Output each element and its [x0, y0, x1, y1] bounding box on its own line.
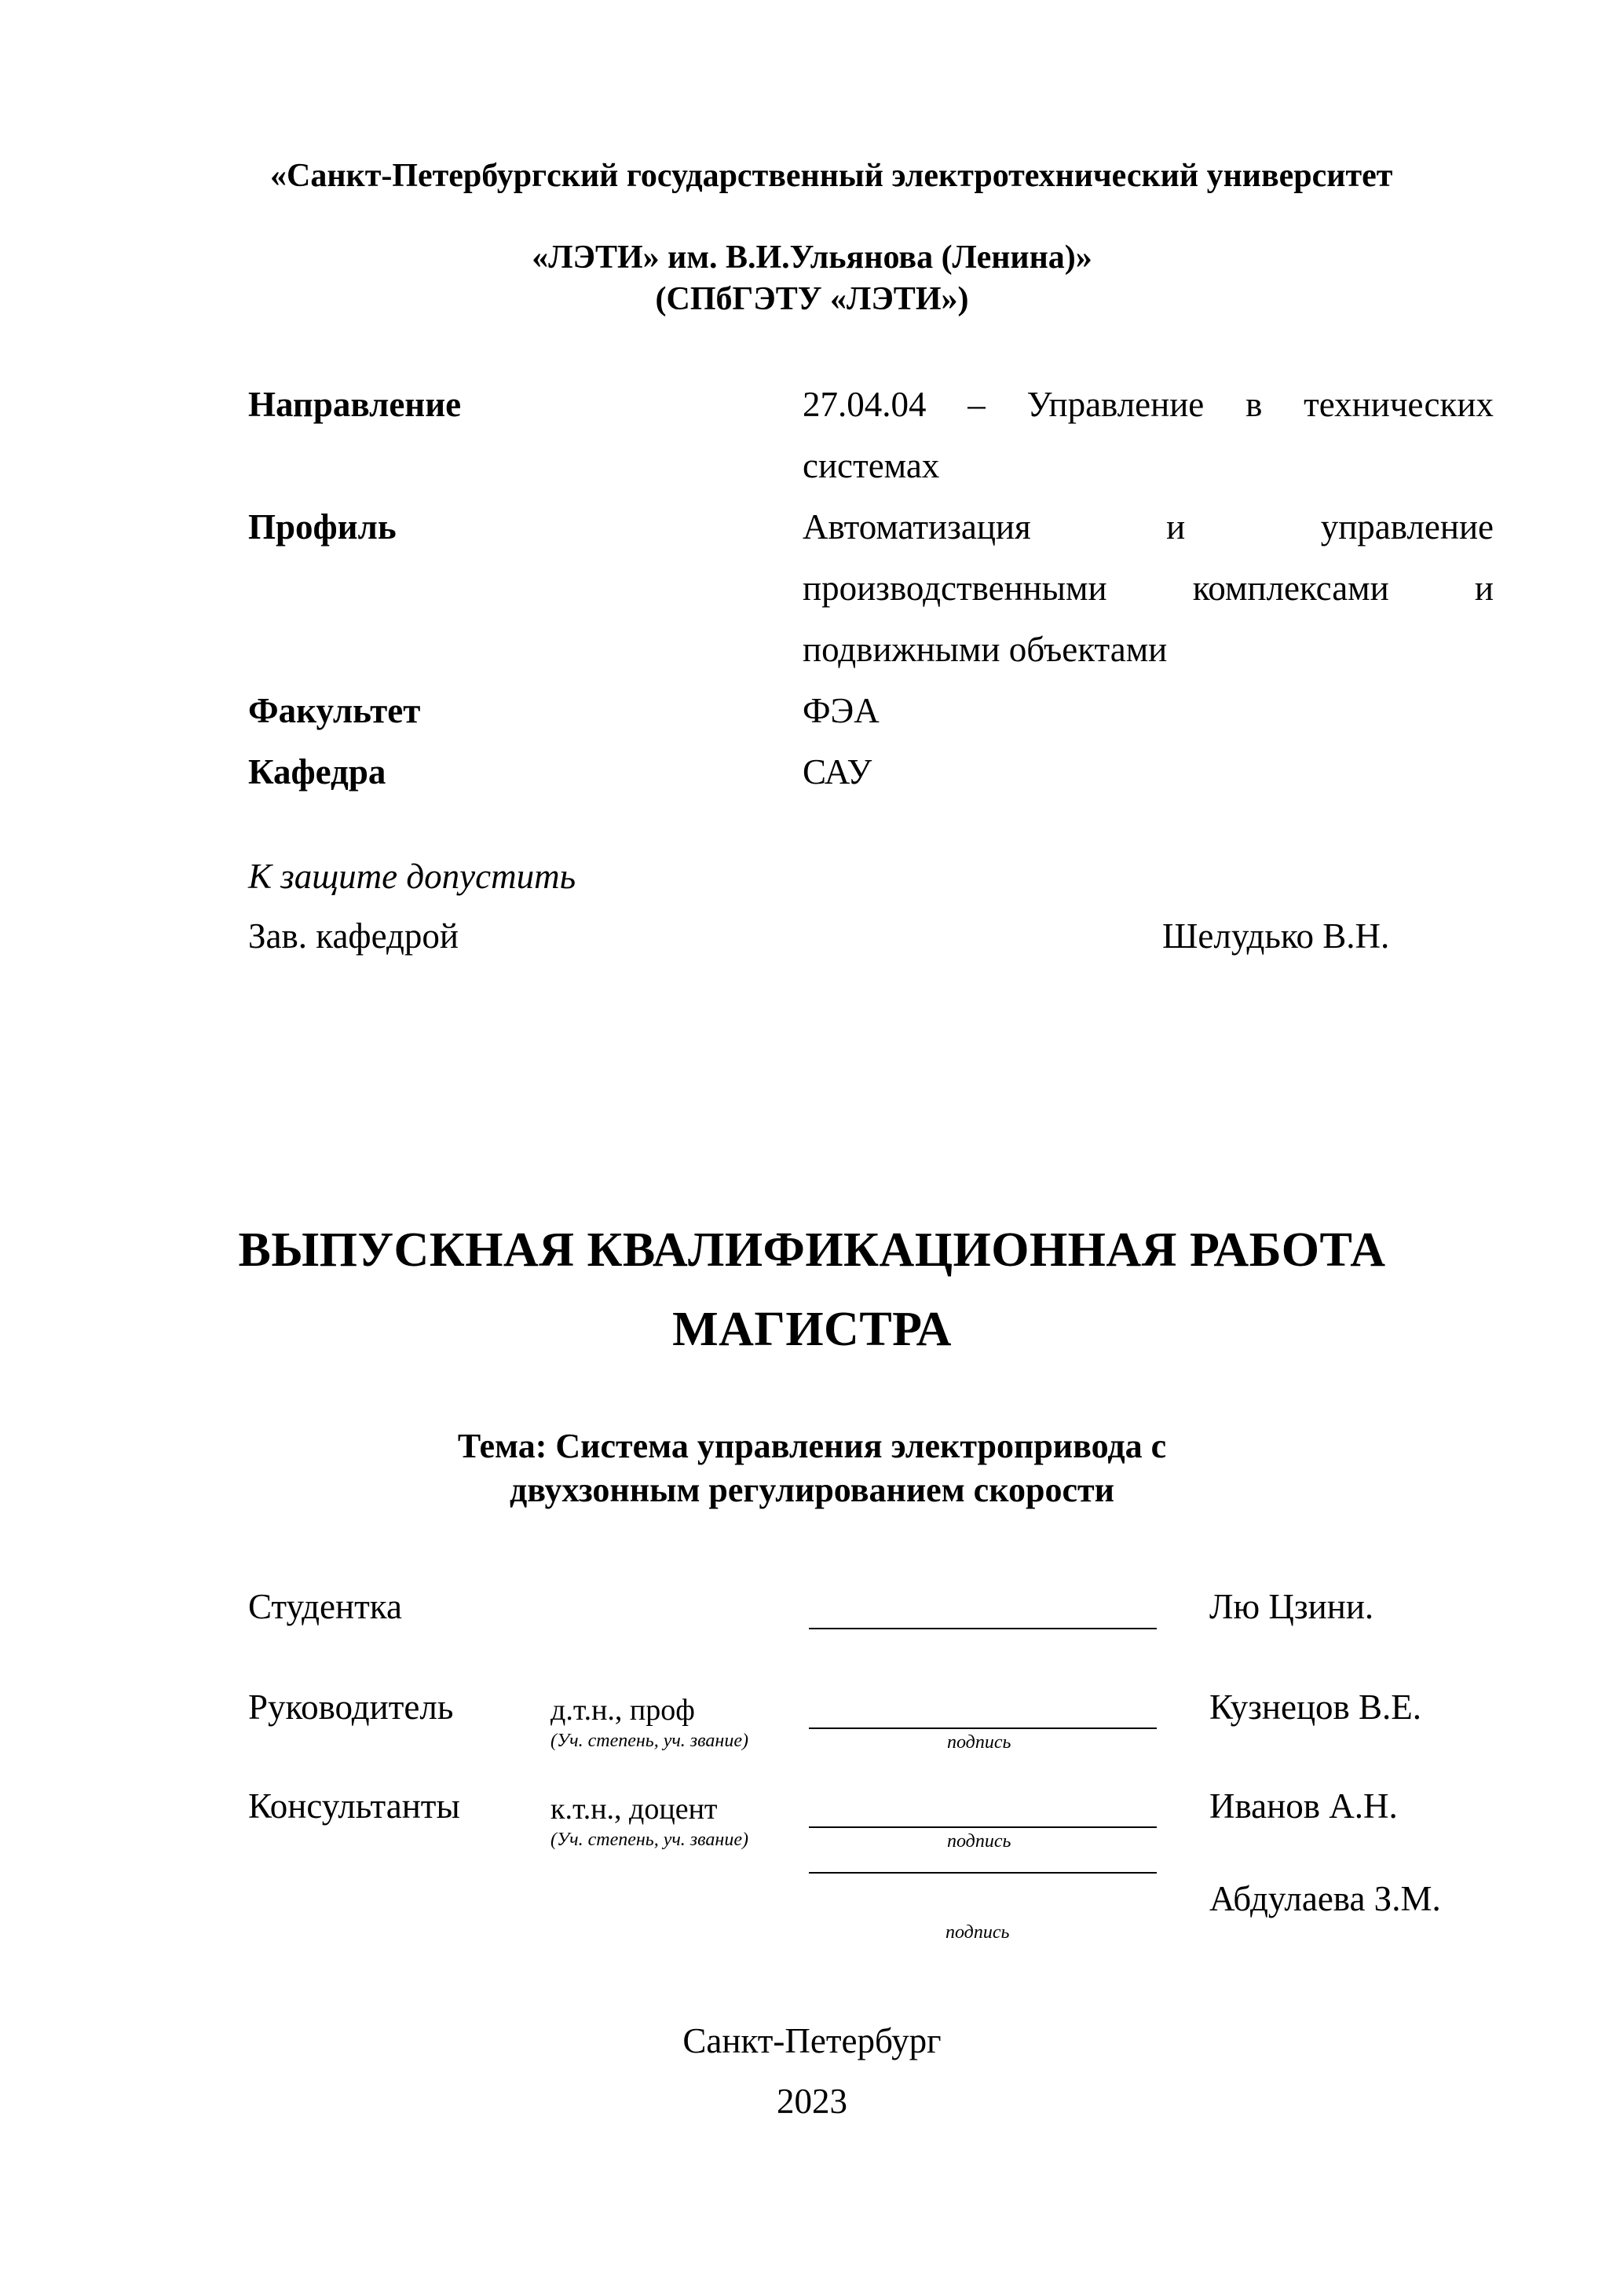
profile-value-line1 — [803, 506, 1494, 547]
university-abbreviation: (СПбГЭТУ «ЛЭТИ») — [655, 281, 969, 317]
consultant-degree: к.т.н., доцент — [550, 1793, 718, 1826]
student-role: Студентка — [248, 1587, 402, 1626]
profile-word: комплексами — [1192, 569, 1389, 608]
supervisor-sign-hint: подпись — [947, 1732, 1011, 1753]
supervisor-degree: д.т.н., проф — [550, 1694, 695, 1727]
direction-word: Управление — [1026, 385, 1205, 424]
work-title-line1: ВЫПУСКНАЯ КВАЛИФИКАЦИОННАЯ РАБОТА — [238, 1223, 1386, 1277]
student-name: Лю Цзини. — [1209, 1587, 1374, 1626]
footer-year: 2023 — [777, 2082, 847, 2121]
profile-label: Профиль — [248, 507, 397, 547]
supervisor-name: Кузнецов В.Е. — [1209, 1687, 1422, 1727]
supervisor-role: Руководитель — [248, 1687, 454, 1727]
supervisor-signature-line — [809, 1727, 1157, 1729]
consultant2-sign-hint: подпись — [946, 1922, 1010, 1943]
admission-name: Шелудько В.Н. — [1162, 916, 1390, 956]
university-name-line2: «ЛЭТИ» им. В.И.Ульянова (Ленина)» — [532, 239, 1092, 276]
profile-value-line3: подвижными объектами — [803, 630, 1168, 669]
admission-role: Зав. кафедрой — [248, 916, 459, 956]
footer-city: Санкт-Петербург — [682, 2021, 942, 2060]
profile-value-line2 — [803, 568, 1494, 609]
department-value: САУ — [803, 752, 872, 792]
consultants-role: Консультанты — [248, 1786, 460, 1826]
faculty-value: ФЭА — [803, 691, 880, 730]
direction-word: – — [967, 385, 986, 424]
consultant2-signature-line — [809, 1872, 1157, 1874]
supervisor-degree-hint: (Уч. степень, уч. звание) — [550, 1731, 748, 1751]
consultant1-signature-line — [809, 1826, 1157, 1828]
direction-value-line2: системах — [803, 446, 940, 485]
profile-word: производственными — [803, 569, 1107, 608]
direction-word: в — [1245, 385, 1263, 424]
consultant2-name: Абдулаева З.М. — [1209, 1879, 1441, 1918]
student-signature-line — [809, 1628, 1157, 1629]
admission-title: К защите допустить — [248, 857, 576, 896]
consultant1-sign-hint: подпись — [947, 1831, 1011, 1852]
consultant1-name: Иванов А.Н. — [1209, 1786, 1398, 1826]
topic-line1: Тема: Система управления электропривода с — [457, 1427, 1167, 1465]
university-name-line1: «Санкт-Петербургский государственный электротехнический университет — [270, 158, 1393, 194]
direction-label: Направление — [248, 385, 462, 424]
direction-value-line1 — [803, 384, 1494, 425]
profile-word: и — [1474, 569, 1494, 608]
faculty-label: Факультет — [248, 691, 421, 730]
profile-word: управление — [1320, 507, 1494, 547]
profile-word: Автоматизация — [803, 507, 1031, 547]
department-label: Кафедра — [248, 752, 386, 792]
consultant-degree-hint: (Уч. степень, уч. звание) — [550, 1830, 748, 1850]
direction-word: 27.04.04 — [803, 385, 927, 424]
work-title-line2: МАГИСТРА — [672, 1303, 952, 1356]
direction-word: технических — [1304, 385, 1494, 424]
topic-line2: двухзонным регулированием скорости — [510, 1471, 1114, 1509]
profile-word: и — [1166, 507, 1186, 547]
